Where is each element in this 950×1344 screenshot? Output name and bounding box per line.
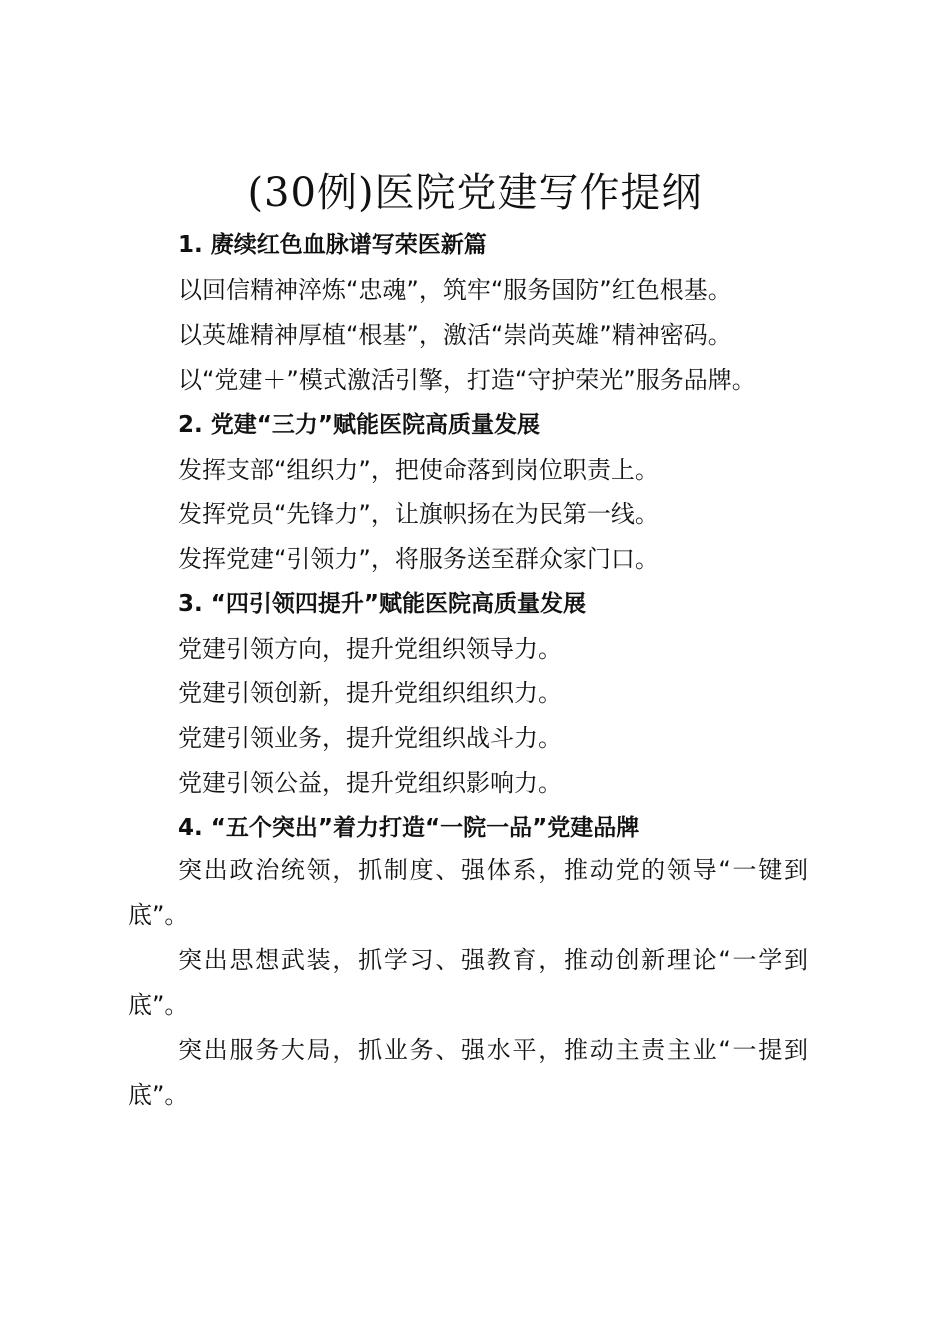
outline-item: 发挥党员“先锋力”，让旗帜扬在为民第一线。 — [178, 500, 659, 528]
outline-paragraph: 突出政治统领，抓制度、强体系，推动党的领导“一键到底”。 — [128, 856, 808, 929]
outline-item: 发挥党建“引领力”，将服务送至群众家门口。 — [178, 545, 659, 573]
outline-item: 以“党建＋”模式激活引擎，打造“守护荣光”服务品牌。 — [178, 366, 756, 394]
outline-item: 党建引领业务，提升党组织战斗力。 — [178, 724, 562, 752]
document-title: (30例)医院党建写作提纲 — [247, 170, 703, 216]
section-heading: 1. 赓续红色血脉谱写荣医新篇 — [178, 232, 487, 258]
section-heading: 2. 党建“三力”赋能医院高质量发展 — [178, 412, 540, 438]
outline-item: 以英雄精神厚植“根基”，激活“崇尚英雄”精神密码。 — [178, 321, 732, 349]
outline-item: 党建引领公益，提升党组织影响力。 — [178, 769, 562, 797]
outline-item: 发挥支部“组织力”，把使命落到岗位职责上。 — [178, 456, 659, 484]
outline-item: 党建引领创新，提升党组织组织力。 — [178, 679, 562, 707]
outline-item: 以回信精神淬炼“忠魂”，筑牢“服务国防”红色根基。 — [178, 276, 732, 304]
outline-paragraph: 突出服务大局，抓业务、强水平，推动主责主业“一提到底”。 — [128, 1036, 808, 1109]
outline-item: 党建引领方向，提升党组织领导力。 — [178, 635, 562, 663]
outline-paragraph: 突出思想武装，抓学习、强教育，推动创新理论“一学到底”。 — [128, 946, 808, 1019]
section-heading: 3. “四引领四提升”赋能医院高质量发展 — [178, 591, 586, 617]
section-heading: 4. “五个突出”着力打造“一院一品”党建品牌 — [178, 815, 640, 841]
